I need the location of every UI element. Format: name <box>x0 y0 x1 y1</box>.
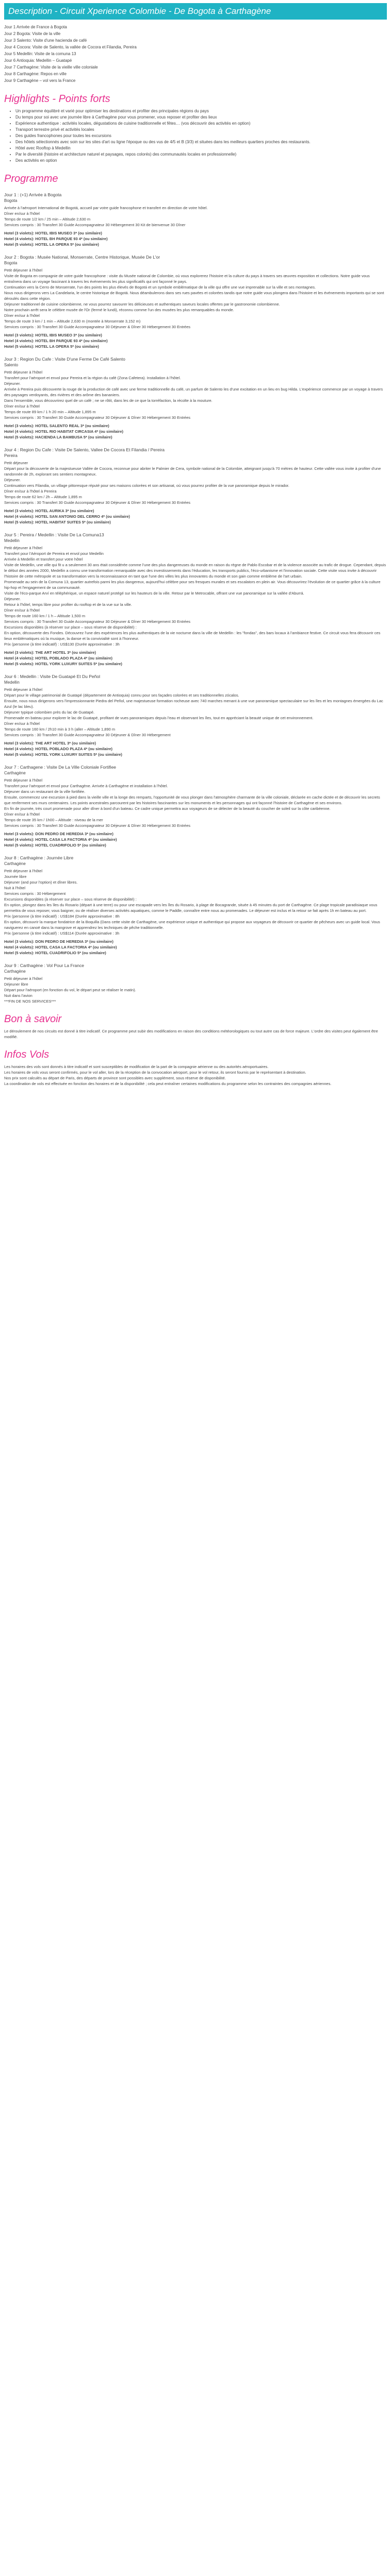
hotel-line: Hotel (3 violets): HOTEL SALENTO REAL 3* (ou similaire) <box>4 423 109 428</box>
bon-a-savoir-text: Le déroulement de nos circuits est donné à titre indicatif. Ce programme peut subir des modifications en raison des conditions météorologiques ou tout autre cas de force majeure. L'ordre des visites peut également être modifié. <box>4 1029 378 1039</box>
summary-line: Jour 8 Carthagène: Repos en ville <box>4 72 67 76</box>
day-section <box>4 357 387 440</box>
summary-line: Jour 4 Cocora: Visite de Salento, la vallée de Cocora et Filandia, Pereira <box>4 45 137 49</box>
day-text: Petit déjeuner à l'hôtel Visite de Bogota en compagnie de votre guide francophone : visite du Musée national de Colombie, où vous explorerez l'histoire et la culture du pays à travers ses œuvres exposition et collections. Notre guide vous entraînera dans un voyage fascinant à travers les événements les plus significatifs qui ont façonné le pays. Continuation vers la Cerro de Monserrate, l'un des points les plus élevés de Bogotá et un symbole emblématique de la ville qui offre une vue imprenable sur la ville et ses montagnes. Nous nous dirigerons vers La Candelaria, le centre historique de Bogotá. Nous déambulerons dans ses rues pavées et colorées tandis que notre guide vous plongera dans l'histoire et les événements importants qui se sont déroulés dans cette région. Déjeuner traditionnel de cuisine colombienne, ne vous pourrez savourer les délicieuses et authentiques saveurs locales offertes par le gastronomie colombienne. Notre prochain arrêt sera le célèbre musée de l'Or (fermé le lundi), réconnu comme l'un des musées les plus remarquables du monde. Dîner en/sur à l'hôtel Temps de route 3 km / 1 min – Altitude 2,630 m (montée à Monserrate 3,152 m) Services compris : 30 Transfert 30 Guide Accompagnateur 30 Déjeuner & Dîner 30 Hébergement 30 Entrées <box>4 268 384 329</box>
day-text: Petit déjeuner à l'hôtel Transfert pour l'Aéroport de Pereira et envol pour Medellin Arrivée à Medellin et transfert pour votre hôtel Visite de Medellin, une ville qui fit u a seulement 30 ans était considérée comme l'une des plus dangereuses du monde en raison du règne de Pablo Escobar et de la violence associée au trafic de drogue. Cependant, depuis le début des années 2000, Medellin a connu une transformation remarquable avec des investissements dans l'éducation, les transports publics, l'éco-urbanisme et l'innovation sociale. Cette visite vous invite à découvrir l'histoire de cette métropole et sa transformation vers la reconnaissance en tant que l'une des villes les plus innovantes du monde et son gain comme emblème de l'art urbain. Promenade au sein de la Comuna 13, quartier autrefois parmi les plus dangereux, aujourd'hui célèbre pour ses fresques murales et ses escalators en plein air. Vous découvrirez l'évolution de ce quartier grâce à la culture hip-hop et l'engagement de sa communauté. Visite de l'éco-parque Arví en téléphérique, un espace naturel protégé sur les hauteurs de la ville. Retour par le Metrocable, offrant une vue panoramique sur la vallée d'Aburrá. Déjeuner. Retour à l'hôtel, temps libre pour profiter du rooftop et de la vue sur la ville. Dîner en/sur à l'hôtel Temps de route 160 km / 1 h – Altitude 1,500 m Services compris : 30 Transfert 30 Guide Accompagnateur 30 Déjeuner & Dîner 30 Hébergement 30 Entrées Excursions disponibles (à réserver sur place – sous réserve de disponibilité) : En option, découverte des Fondes. Découvrez l'une des expériences les plus authentiques de la vie nocturne dans la ville de Medellin : les "fondas", des bars locaux à l'ambiance festive. Ce circuit vous fera découvrir ces lieux emblématiques où la musique, la danse et la convivialité sont à l'honneur. Prix (personne (à titre indicatif) : US$130 (Durée approximative : 3h <box>4 546 386 647</box>
day-title: Jour 6 : Medellin : Visite De Guatapé Et Du Peñol <box>4 674 100 679</box>
highlight-item: • Des guides francophones pour toutes les excursions <box>15 133 387 139</box>
hotel-line: Hotel (5 violets): HOTEL YORK LUXURY SUITES 5* (ou similaire) <box>4 662 122 666</box>
day-text: Petit déjeuner à l'hôtel Journée libre Déjeuner (and pour l'option) et dîner libres. Nuit à l'hôtel Services compris : 30 Hébergement Excursions disponibles (à réserver sur place – sous réserve de disponibilité) : En option, plongez dans les îles du Rosario (départ à une terre) ou pour une escapade vers les îles du Rosario, à plage de Bocagrande, située à 45 minutes du port de Carthagène. Ce plage tropicale paradisiaque vous permettra de vous reposer, vous baigner, ou de réaliser diverses activités aquatiques, comme le Paddle, connaître entre nous au promenades. Le déjeuner est inclus et la retour se fait après 1h en bateau au port. Prix (personne (à titre indicatif) : US$184 (Durée approximative : 8h En option, découvrir la marque fondatrice de la Boquilla (Dans cette visite de Carthagène, une expérience unique et authentique qui propose aux voyageurs de découvrir ce quartier de pêcheurs avec un guide local. Vous naviguerez en canoë dans la mangrove et apprendrez les techniques de pêche traditionnelle. Prix (personne (à titre indicatif) : US$114 (Durée approximative : 3h <box>4 869 380 936</box>
programme-heading: Programme <box>4 173 58 184</box>
summary-line: Jour 6 Antioquia: Medellin – Guatapé <box>4 58 72 63</box>
day-title: Jour 2 : Bogota : Musée National, Monserrate, Centre Historique, Musée De L'or <box>4 255 160 260</box>
hotel-list <box>4 423 387 440</box>
highlight-item: • Expérience authentique : activités locales, dégustations de cuisine traditionnelle et fêtes… (vos découvrir des activités en option) <box>15 121 387 127</box>
infos-vols-text: Les horaires des vols sont donnés à titre indicatif et sont susceptibles de modification de la part de la compagnie aérienne ou des autorités aéroportuaires. Les horaires de vols vous seront confirmés, pour le vol aller, lors de la réception de la convocation aéroport, pour le vol retour, ils seront fournis par le représentant à destination. Nos prix sont calculés au départ de Paris, des départs de province sont possibles avec supplément, sous réserve de disponibilité. La coordination de vols est effectuée en fonction des horaires et de la disponibilité ; cela peut entraîner certaines modifications du programme selon les contraintes des compagnies aériennes. <box>4 1064 332 1086</box>
day-text: Petit déjeuner à l'hôtel Transfert pour l'aéroport et envol pour Carthagène. Arrivée à Carthagène et installation à l'hôtel. Déjeuner dans un restaurant de la ville fortifiée. Ensuite, commencez une excursion à pied dans la vieille ville et la longe des remparts, l'opportunité de vous plonger dans l'atmosphère charmante de la ville coloniale, déclarée en cache dictée et de découvrir les secrets que renferment ses murs centenaires. Les points ancestrales parcourent par les histoires fascinantes sur les monuments et les personnages qui ont façonné l'histoire de Carthagène et ses environs. En fin de journée, très court promenade pour aller dîner à bord d'un bateau. Ce cadre unique permettra aux voyageurs de se délecter de la beauté du coucher de soleil sur la côte caribéenne. Dîner en/sur à l'hôtel Temps de route 35 km / 1h00 – Altitude : niveau de la mer Services compris : 30 Transfert 30 Guide Accompagnateur 30 Déjeuner & Dîner 30 Hébergement 30 Entrées <box>4 778 380 828</box>
hotel-line: Hotel (5 violets): HOTEL LA OPERA 5* (ou similaire) <box>4 242 99 247</box>
highlight-item: • Par le diversité (histoire et architecture naturel et paysages, repos colorés) des communautés locales en professionnelle) <box>15 151 387 158</box>
day-title: Jour 7 : Carthagene : Visite De La Ville Coloniale Fortifiee <box>4 765 117 770</box>
day-summary-list <box>4 24 387 84</box>
day-place: Carthagène <box>4 771 26 775</box>
day-place: Bogota <box>4 261 18 265</box>
day-section <box>4 765 387 848</box>
day-title: Jour 1 : (+1) Arrivée à Bogota <box>4 192 62 197</box>
hotel-line: Hotel (5 violets): HACIENDA LA BAMBUSA 5* (ou similaire) <box>4 435 112 439</box>
summary-line: Jour 3 Salento: Visite d'une hacienda de café <box>4 38 87 43</box>
day-place: Medellin <box>4 538 20 543</box>
day-section <box>4 255 387 349</box>
day-place: Salento <box>4 363 19 367</box>
day-place: Pereira <box>4 453 18 458</box>
highlight-item: • Hôtel avec Rooftop à Medellin <box>15 145 387 151</box>
hotel-line: Hotel (4 violets): HOTEL POBLADO PLAZA 4* (ou similaire) <box>4 747 113 751</box>
hotel-list <box>4 508 387 525</box>
day-section <box>4 855 387 956</box>
hotel-line: Hotel (5 violets): HOTEL CUADRIFOLIO 5* (ou similaire) <box>4 951 106 955</box>
day-place: Carthagène <box>4 969 26 974</box>
highlight-item: • Un programme équilibré et varié pour optimiser les destinations et profiter des principales régions du pays <box>15 108 387 114</box>
page <box>0 3 391 1087</box>
hotel-list <box>4 230 387 247</box>
day-section <box>4 674 387 757</box>
day-title: Jour 5 : Pereira / Medellin : Visite De La Comuna13 <box>4 532 104 537</box>
highlight-item: • Des activités en option <box>15 158 387 164</box>
day-text: Petit déjeuner Départ pour la découverte de la majestueuse Vallée de Cocora, reconnue pour abriter le Palmier de Cera, symbole national de la Colombie, atteignant jusqu'à 70 mètres de hauteur. Cette vallée vous invite à profiter d'une randonnée de 2h, explorant ses sentiers montagneux. Déjeuner. Continuation vers Filandia, un village pittoresque réputé pour ses maisons colorées et son artisanat, où vous pourrez profiter de la vue panoramique depuis le mirador. Dîner en/sur à l'hôtel à Pereira Temps de route 62 km / 2h – Altitude 1,895 m Services compris : 30 Transfert 30 Guide Accompagnateur 30 Déjeuner & Dîner 30 Hébergement 30 Entrées <box>4 461 381 505</box>
day-section <box>4 532 387 667</box>
hotel-line: Hotel (3 violets): HOTEL IBIS MUSEO 3* (ou similaire) <box>4 231 102 235</box>
hotel-line: Hotel (5 violets): HOTEL LA OPERA 5* (ou similaire) <box>4 344 99 349</box>
summary-line: Jour 7 Carthagène: Visite de la vieille ville coloniale <box>4 65 98 70</box>
summary-line: Jour 9 Carthagène – vol vers la France <box>4 78 76 83</box>
summary-line: Jour 2 Bogota: Visite de la ville <box>4 31 61 36</box>
hotel-line: Hotel (4 violets): HOTEL CASA LA FACTORIA 4* (ou similaire) <box>4 837 117 842</box>
programme-days <box>4 192 387 1004</box>
highlight-item: • Du temps pour soi avec une journée libre à Carthagène pour vous promener, vous reposer et profiter des lieux <box>15 114 387 121</box>
summary-line: Jour 1 Arrivée de France à Bogota <box>4 25 67 29</box>
hotel-list <box>4 740 387 757</box>
highlights-heading: Highlights - Points forts <box>4 93 110 105</box>
hotel-line: Hotel (3 violets): THE ART HOTEL 3* (ou similaire) <box>4 741 96 745</box>
day-place: Medellin <box>4 680 20 685</box>
highlight-item: • Des hôtels sélectionnés avec soin sur les sites d'art ou ligne l'époque ou des vus de 4/5 et B (3/3) et situées dans les meilleurs quartiers proches des restaurants. <box>15 139 387 145</box>
summary-line: Jour 5 Medellin: Visite de la comuna 13 <box>4 52 76 56</box>
hotel-line: Hotel (5 violets): HOTEL HABITAT SUITES 5* (ou similaire) <box>4 520 111 524</box>
day-title: Jour 3 : Region Du Cafe : Visite D'une Ferme De Café Salento <box>4 357 125 362</box>
infos-vols-heading: Infos Vols <box>4 1049 50 1060</box>
hotel-line: Hotel (4 violets): HOTEL SAN ANTONIO DEL CERRO 4* (ou similaire) <box>4 514 130 519</box>
day-title: Jour 8 : Carthagène : Journée Libre <box>4 855 74 860</box>
highlights-list <box>4 108 387 164</box>
day-place: Bogota <box>4 198 18 203</box>
day-text: Arrivée à l'aéroport International de Bogotá, accueil par votre guide francophone et transfert en direction de votre hôtel. Dîner en/sur à l'hôtel Temps de route 1/2 km / 25 min – Altitude 2,630 m Services compris : 30 Transfert 30 Guide Accompagnateur 30 Hébergement 30 Kit de bienvenue 30 Dîner <box>4 206 208 227</box>
day-place: Carthagène <box>4 861 26 866</box>
hotel-line: Hotel (4 violets): HOTEL POBLADO PLAZA 4* (ou similaire) <box>4 656 113 660</box>
hotel-line: Hotel (3 violets): HOTEL AURIKA 3* (ou similaire) <box>4 509 94 513</box>
hotel-line: Hotel (3 violets): DON PEDRO DE HEREDIA 3* (ou similaire) <box>4 832 113 836</box>
highlight-item: • Transport terrestre privé et activités locales <box>15 127 387 133</box>
day-section <box>4 963 387 1004</box>
day-text: Petit déjeuner à l'hôtel Transfert pour l'aéroport et envol pour Pereira et la région du café (Zona Cafetera). Installation à l'hôtel. Déjeuner. Arrivée à Pereira puis découverte la rouge de la production de café avec une ferme traditionnelle du café, un parfum de Salento les d'une excitation en un lieu en bug Hilda. L'expérience commence par un voyage à travers des paysages verdoyants, des rivières et des arôme des bananiers. Dans l'ensemble, vous découvrirez quel de un café ; ne se rôtit, dans les de ce que la torréfaction, la récolte à la mouture. Dîner en/sur à l'hôtel Temps de route 89 km / 1 h 20 min – Altitude 1,895 m Services compris : 30 Transfert 30 Guide Accompagnateur 30 Déjeuner & Dîner 30 Hébergement 30 Entrées <box>4 370 383 420</box>
hotel-line: Hotel (4 violets): HOTEL BH PARQUE 93 4* (ou similaire) <box>4 236 108 241</box>
bon-a-savoir-heading: Bon à savoir <box>4 1013 62 1025</box>
day-section <box>4 447 387 525</box>
day-title: Jour 9 : Carthagène : Vol Pour La France <box>4 963 84 968</box>
hotel-line: Hotel (4 violets): HOTEL BH PARQUE 93 4* (ou similaire) <box>4 338 108 343</box>
hotel-line: Hotel (4 violets): HOTEL RIO HABITAT CIRCASIA 4* (ou similaire) <box>4 429 123 434</box>
day-text: Petit déjeuner à l'hôtel Départ pour le village patrimonial de Guatapé (département de Antioquia) connu pour ses façades colorées et ses traditionnelles zócalos. Ensuite, nous nous dirigerons vers l'impressionnante Piedra del Peñol, une majestueuse formation rocheuse avec 740 marches menant à une vue panoramique spectaculaire sur les îles et les montagnes émergées du Lac Azul (le lac bleu). Déjeuner typique colombien près du lac de Guatapé. Promenade en bateau pour explorer le lac de Guatapé, profitant de vues panoramiques depuis l'eau et observant les îles, tout en appréciant la beauté unique de cet environnement. Dîner en/sur à l'hôtel Temps de route 160 km / 2h10 min à 3 h (aller – Altitude 1,890 m Services compris : 30 Transfert 30 Guide Accompagnateur 30 Déjeuner & Dîner 30 Hébergement <box>4 687 383 737</box>
hotel-list <box>4 650 387 667</box>
hotel-list <box>4 332 387 349</box>
day-section <box>4 192 387 247</box>
hotel-line: Hotel (5 violets): HOTEL CUADRIFOLIO 5* (ou similaire) <box>4 843 106 848</box>
day-text: Petit déjeuner à l'hôtel Déjeuner libre Départ pour l'aéroport (en fonction du vol, le départ peut se réaliser le matin). Nuit dans l'avion ***FIN DE NOS SERVICES*** <box>4 976 136 1004</box>
page-title: Description - Circuit Xperience Colombie - De Bogota à Carthagène <box>4 3 387 20</box>
hotel-list <box>4 831 387 848</box>
hotel-line: Hotel (3 violets): THE ART HOTEL 3* (ou similaire) <box>4 650 96 655</box>
hotel-list <box>4 939 387 956</box>
hotel-line: Hotel (5 violets): HOTEL YORK LUXURY SUITES 5* (ou similaire) <box>4 752 122 757</box>
hotel-line: Hotel (3 violets): HOTEL IBIS MUSEO 3* (ou similaire) <box>4 333 102 337</box>
day-title: Jour 4 : Region Du Cafe : Visite De Salento, Vallee De Cocora Et Filandia / Pereira <box>4 447 165 452</box>
hotel-line: Hotel (3 violets): DON PEDRO DE HEREDIA 3* (ou similaire) <box>4 939 113 944</box>
hotel-line: Hotel (4 violets): HOTEL CASA LA FACTORIA 4* (ou similaire) <box>4 945 117 950</box>
